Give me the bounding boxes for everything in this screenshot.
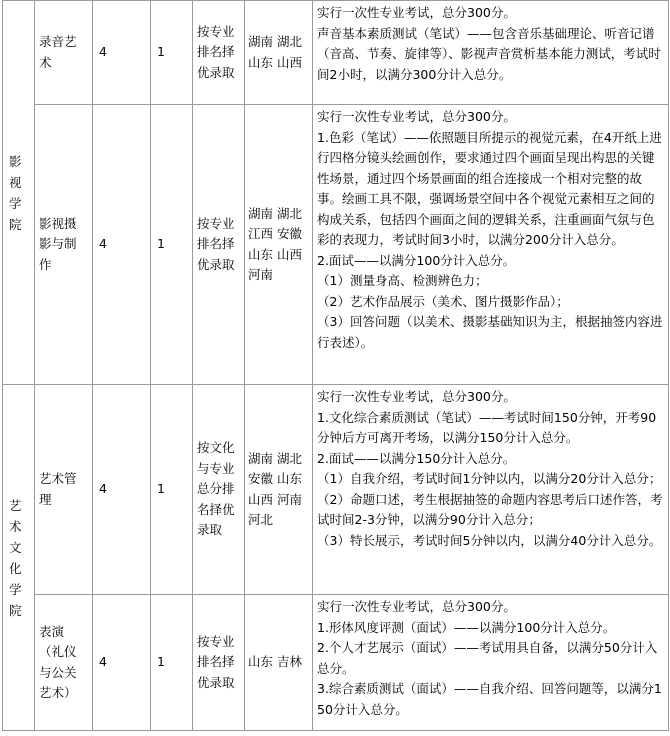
exam-description-cell: [313, 105, 669, 385]
desc-line: 实行一次性专业考试，总分300分。: [317, 599, 516, 614]
college-name: 影视学院: [9, 153, 22, 232]
provinces-cell: 湖南 湖北 安徽 山东 山西 河南 河北: [245, 385, 313, 595]
desc-line: 2.面试——以满分100分计入总分。: [317, 252, 516, 268]
desc-line: （3）特长展示，考试时间5分钟以内，以满分40分计入总分。: [317, 532, 662, 548]
desc-line: （2）命题口述，考生根据抽签的命题内容思考后口述作答，考试时间2-3分钟，以满分90分计入总分；: [317, 491, 663, 527]
provinces-cell: 湖南 湖北 山东 山西: [245, 1, 313, 105]
table-row: [3, 1, 669, 105]
desc-line: （3）回答问题（以美术、摄影基础知识为主，根据抽签内容进行表述）。: [317, 314, 663, 350]
admission-method-cell: 按专业排名择优录取: [193, 595, 245, 731]
desc-line: 实行一次性专业考试，总分300分。: [317, 109, 516, 124]
count-cell: 1: [151, 385, 193, 595]
desc-line: 1.形体风度评测（面试）——以满分100分计入总分。: [317, 619, 616, 635]
desc-line: 3.综合素质测试（面试）——自我介绍、回答问题等，以满分150分计入总分。: [317, 681, 662, 717]
major-cell: 表演（礼仪与公关艺术）: [35, 595, 93, 731]
major-cell: 艺术管理: [35, 385, 93, 595]
desc-line: 声音基本素质测试（笔试）——包含音乐基础理论、听音记谱（音高、节奏、旋律等）、影视声音赏析基本能力测试，考试时间2小时，以满分300分计入总分。: [317, 25, 661, 82]
admission-method-cell: 按专业排名择优录取: [193, 105, 245, 385]
major-cell: 影视摄影与制作: [35, 105, 93, 385]
desc-line: （1）自我介绍，考试时间1分钟以内，以满分20分计入总分；: [317, 471, 662, 486]
duration-cell: 4: [93, 595, 151, 731]
table-row: [3, 595, 669, 731]
desc-line: 1.文化综合素质测试（笔试）——考试时间150分钟，开考90分钟后方可离开考场，以满分150分计入总分。: [317, 409, 657, 445]
duration-cell: 4: [93, 105, 151, 385]
admission-method-cell: 按专业排名择优录取: [193, 1, 245, 105]
exam-description-cell: [313, 385, 669, 595]
count-cell: 1: [151, 595, 193, 731]
provinces-cell: 山东 吉林: [245, 595, 313, 731]
desc-line: 1.色彩（笔试）——依照题目所提示的视觉元素，在4开纸上进行四格分镜头绘画创作，要求通过四个画面呈现出构思的关键性场景，通过四个场景画面的组合连接成一个相对完整的故事。绘画工具不限，强调场景空间中各个视觉元素相互之间的构成关系，包括四个画面之间的逻辑关系，注重画面气氛与色彩的表现力，考试时间3小时，以满分200分计入总分。: [317, 129, 662, 247]
desc-line: 实行一次性专业考试，总分300分。: [317, 5, 516, 20]
exam-description-cell: [313, 1, 669, 105]
duration-cell: 4: [93, 1, 151, 105]
major-cell: 录音艺术: [35, 1, 93, 105]
desc-line: （1）测量身高、检测辨色力；: [317, 273, 488, 288]
table-row: [3, 385, 669, 595]
admissions-table: [2, 0, 669, 731]
table-row: [3, 105, 669, 385]
duration-cell: 4: [93, 385, 151, 595]
count-cell: 1: [151, 1, 193, 105]
college-name: 艺术文化学院: [9, 497, 22, 618]
college-cell: [3, 1, 35, 385]
desc-line: 2.个人才艺展示（面试）——考试用具自备，以满分50分计入总分。: [317, 640, 658, 676]
provinces-cell: 湖南 湖北 江西 安徽 山东 山西 河南: [245, 105, 313, 385]
desc-line: 2.面试——以满分150分计入总分。: [317, 450, 516, 466]
count-cell: 1: [151, 105, 193, 385]
desc-line: （2）艺术作品展示（美术、图片摄影作品）；: [317, 293, 569, 309]
admission-method-cell: 按文化与专业总分排名择优录取: [193, 385, 245, 595]
desc-line: 实行一次性专业考试，总分300分。: [317, 389, 516, 404]
college-cell: [3, 385, 35, 731]
exam-description-cell: [313, 595, 669, 731]
